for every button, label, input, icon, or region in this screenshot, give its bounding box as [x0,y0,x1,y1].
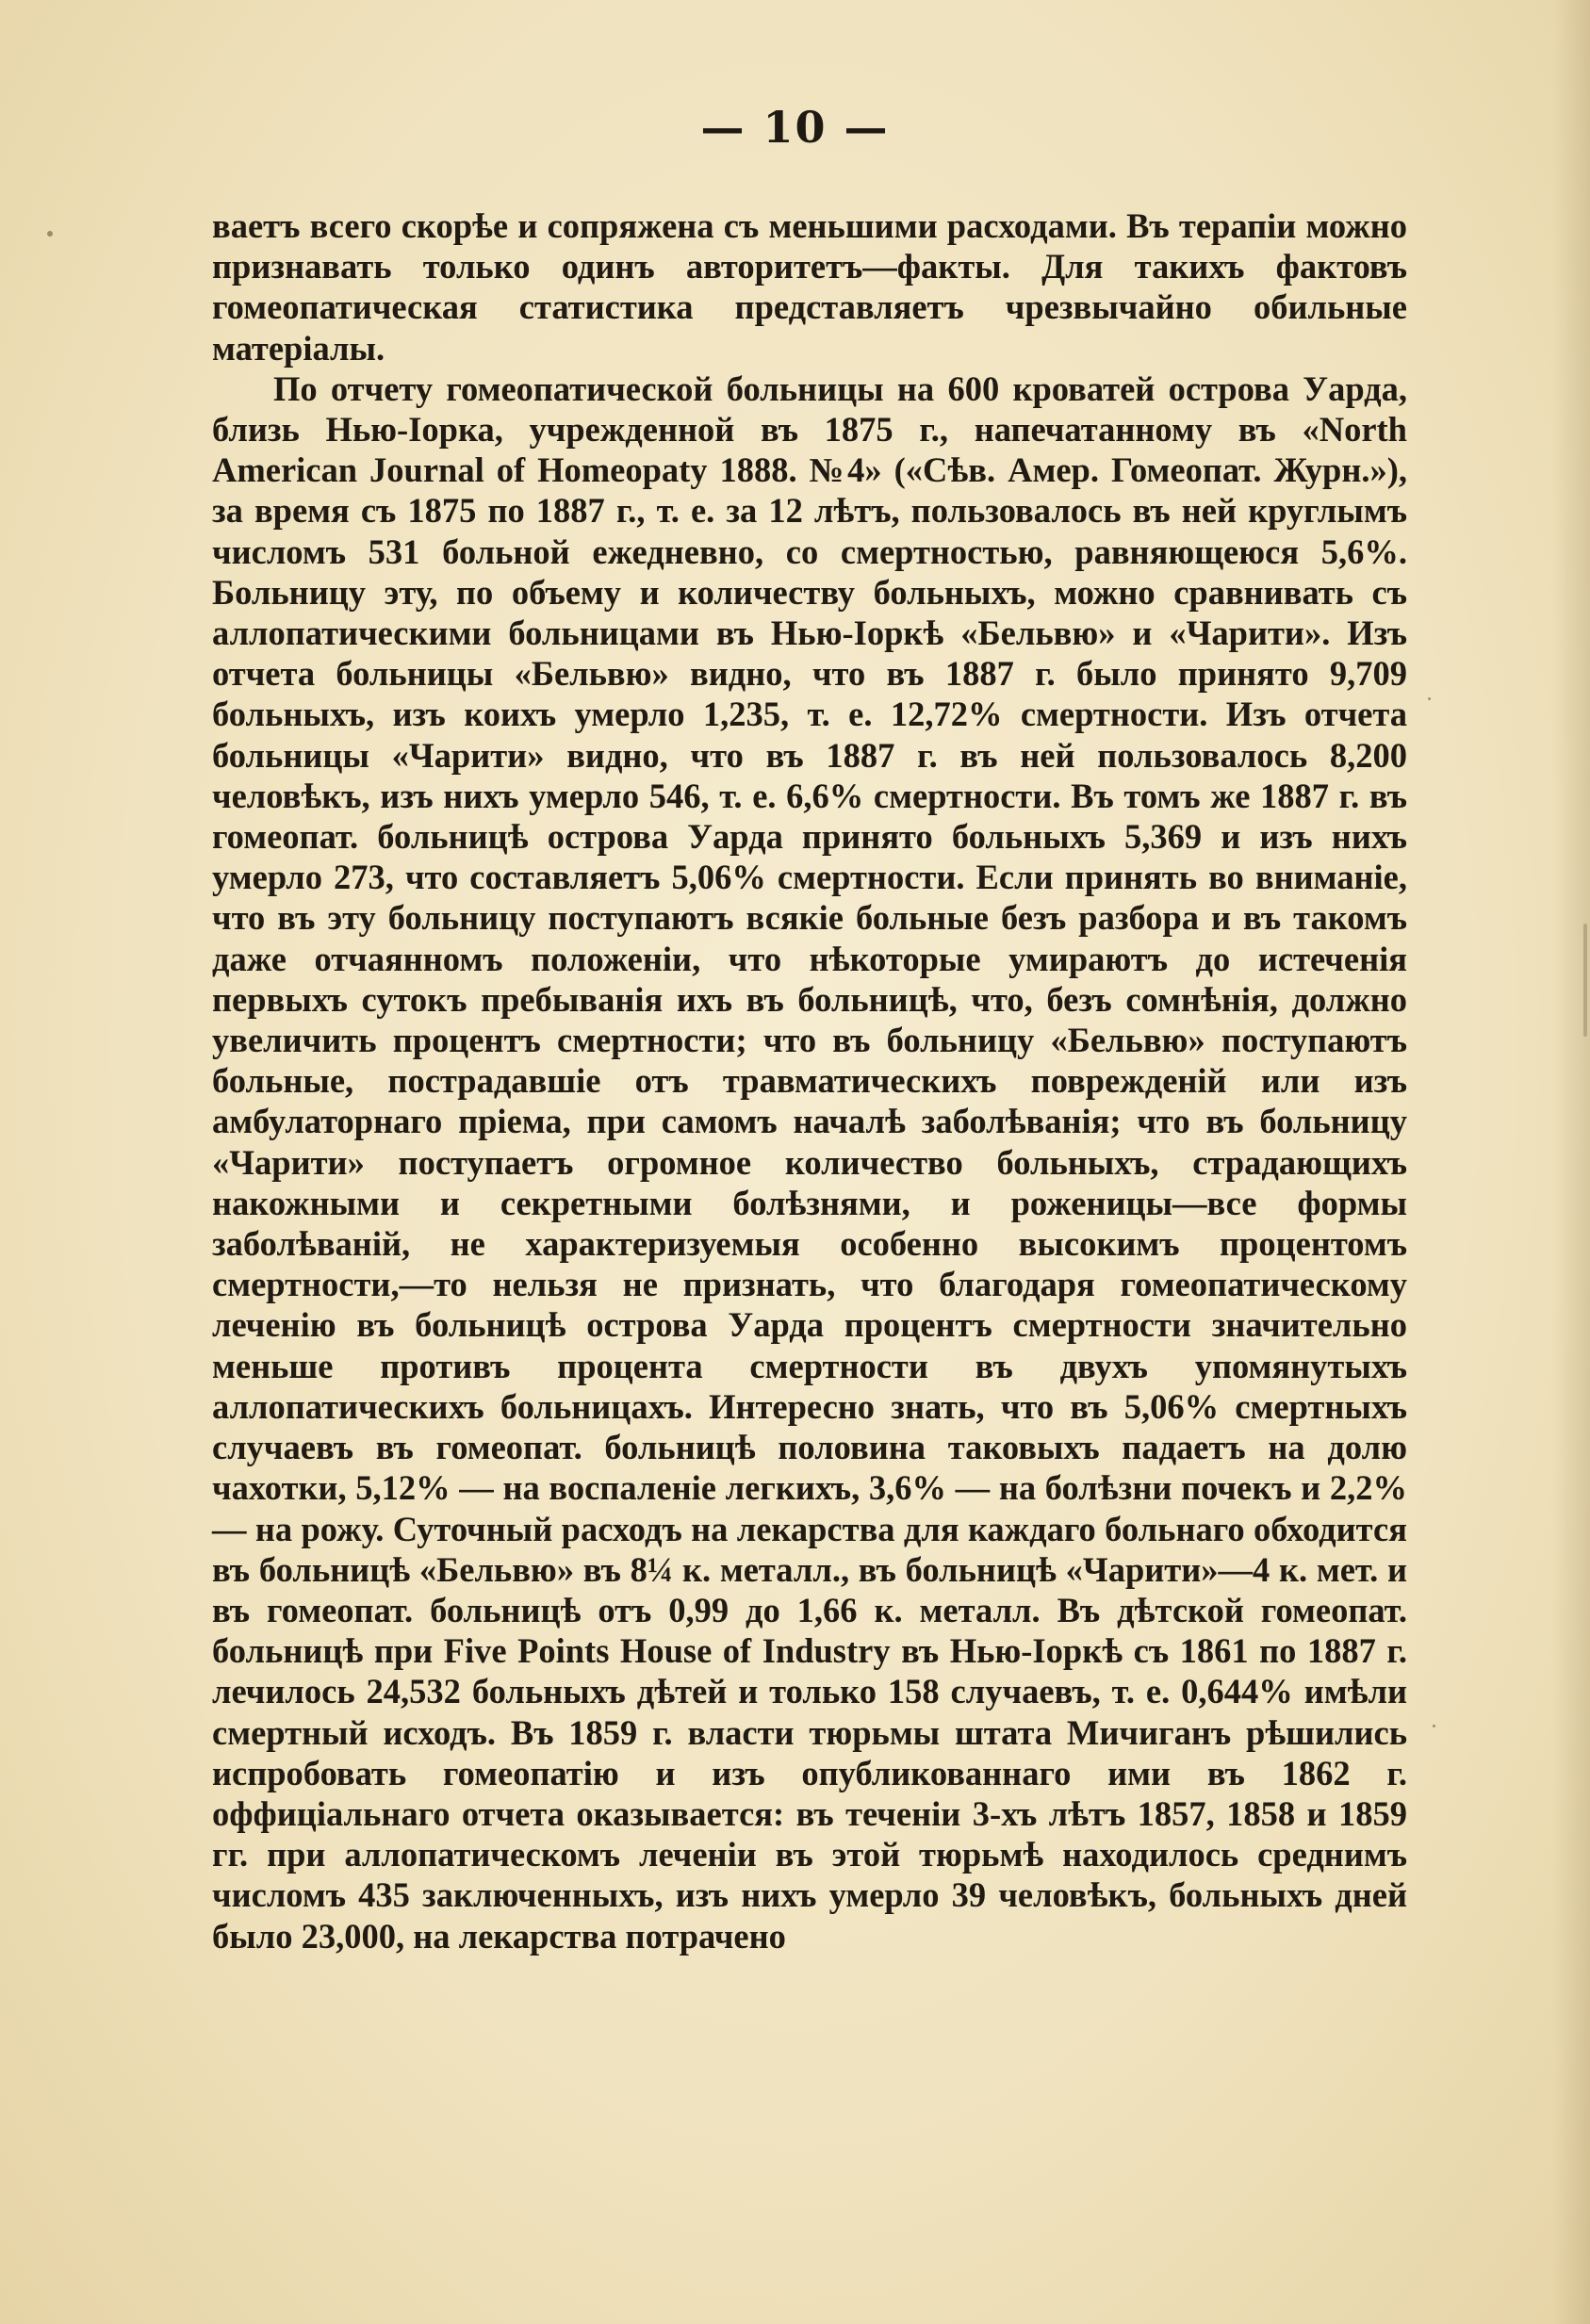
page-edge-shadow [1552,0,1590,2324]
body-text [212,205,1407,1956]
page-number: — 10 — [700,102,890,153]
print-speck [1433,1725,1435,1727]
print-speck [47,231,53,237]
print-speck [1583,924,1587,1037]
paragraph-hospital-statistics: По отчету гомеопатической больницы на 600 кроватей острова Уарда, близь Нью-Іорка, учрежденной въ 1875 г., напечатанному въ «North American Journal of Homeopaty 1888. №4» («Сѣв. Амер. Гомеопат. Журн.»), за время съ 1875 по 1887 г., т. е. за 12 лѣтъ, пользовалось въ ней круглымъ числомъ 531 больной ежедневно, со смертностью, равняющеюся 5,6%. Больницу эту, по объему и количеству больныхъ, можно сравнивать съ аллопатическими больницами въ Нью-Іоркѣ «Бельвю» и «Чарити». Изъ отчета больницы «Бельвю» видно, что въ 1887 г. было принято 9,709 больныхъ, изъ коихъ умерло 1,235, т. е. 12,72% смертности. Изъ отчета больницы «Чарити» видно, что въ 1887 г. въ ней пользовалось 8,200 человѣкъ, изъ нихъ умерло 546, т. е. 6,6% смертности. Въ томъ же 1887 г. въ гомеопат. больницѣ острова Уарда принято больныхъ 5,369 и изъ нихъ умерло 273, что составляетъ 5,06% смертности. Если принять во вниманіе, что въ эту больницу поступаютъ всякіе больные безъ разбора и въ такомъ даже отчаянномъ положеніи, что нѣкоторые умираютъ до истеченія первыхъ сутокъ пребыванія ихъ въ больницѣ, что, безъ сомнѣнія, должно увеличить процентъ смертности; что въ больницу «Бельвю» поступаютъ больные, пострадавшіе отъ травматическихъ поврежденій или изъ амбулаторнаго пріема, при самомъ началѣ заболѣванія; что въ больницу «Чарити» поступаетъ огромное количество больныхъ, страдающихъ накожными и секретными болѣзнями, и роженицы—все формы заболѣваній, не характеризуемыя особенно высокимъ процентомъ смертности,—то нельзя не признать, что благодаря гомеопатическому леченію въ больницѣ острова Уарда процентъ смертности значительно меньше противъ процента смертности въ двухъ упомянутыхъ аллопатическихъ больницахъ. Интересно знать, что въ 5,06% смертныхъ случаевъ въ гомеопат. больницѣ половина таковыхъ падаетъ на долю чахотки, 5,12% — на воспаленіе легкихъ, 3,6% — на болѣзни почекъ и 2,2% — на рожу. Суточный расходъ на лекарства для каждаго больнаго обходится въ больницѣ «Бельвю» въ 8¼ к. металл., въ больницѣ «Чарити»—4 к. мет. и въ гомеопат. больницѣ отъ 0,99 до 1,66 к. металл. Въ дѣтской гомеопат. больницѣ при Five Points House of Industry въ Нью-Іоркѣ съ 1861 по 1887 г. лечилось 24,532 больныхъ дѣтей и только 158 случаевъ, т. е. 0,644% имѣли смертный исходъ. Въ 1859 г. власти тюрьмы штата Мичиганъ рѣшились испробовать гомеопатію и изъ опубликованнаго ими въ 1862 г. оффиціальнаго отчета оказывается: въ теченіи 3-хъ лѣтъ 1857, 1858 и 1859 гг. при аллопатическомъ леченіи въ этой тюрьмѣ находилось среднимъ числомъ 435 заключенныхъ, изъ нихъ умерло 39 человѣкъ, больныхъ дней было 23,000, на лекарства потрачено [212,368,1407,1956]
print-speck [1428,697,1431,700]
paragraph-continued: ваетъ всего скорѣе и сопряжена съ меньшими расходами. Въ терапіи можно признавать только одинъ авторитетъ—факты. Для такихъ фактовъ гомеопатическая статистика представляетъ чрезвычайно обильные матеріалы. [212,206,1407,368]
